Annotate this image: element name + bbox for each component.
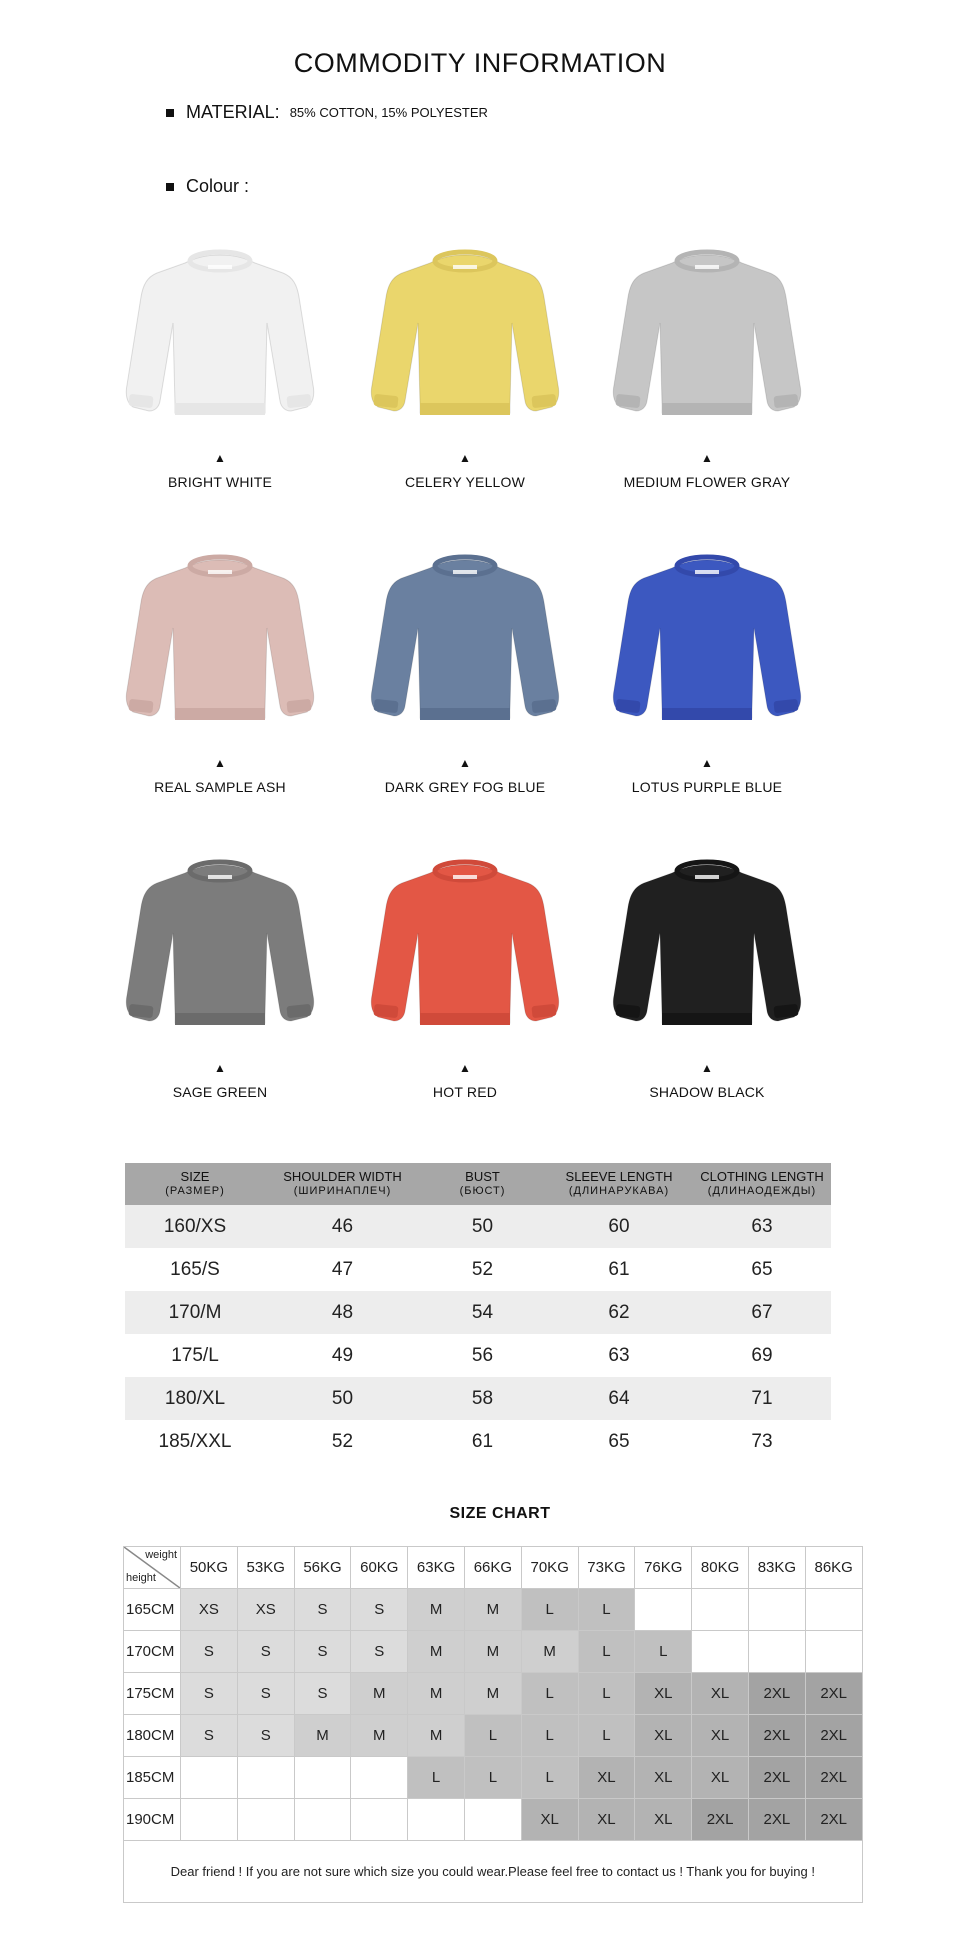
- colour-name: SHADOW BLACK: [649, 1084, 765, 1100]
- colour-name: BRIGHT WHITE: [167, 474, 273, 490]
- size-cell: M: [464, 1673, 521, 1715]
- table-cell: 65: [608, 1430, 630, 1452]
- sweatshirt-icon: [360, 535, 570, 745]
- size-cell: S: [294, 1673, 351, 1715]
- size-chart-row: [124, 1799, 863, 1841]
- table-cell: 52: [331, 1430, 354, 1452]
- size-cell: M: [408, 1673, 465, 1715]
- colour-name: REAL SAMPLE ASH: [154, 779, 286, 795]
- table-cell: 50: [420, 1205, 545, 1248]
- size-chart-table: [123, 1546, 863, 1903]
- arrow-up-icon: ▲: [701, 756, 713, 770]
- arrow-up-icon: ▲: [701, 1061, 713, 1075]
- table-cell: 160/XS: [125, 1205, 265, 1248]
- table-cell: 54: [420, 1291, 545, 1334]
- size-cell: [464, 1799, 521, 1841]
- column-header: [125, 1163, 265, 1205]
- colour-swatch[interactable]: [100, 230, 340, 490]
- size-cell: XL: [635, 1757, 692, 1799]
- colour-name: MEDIUM FLOWER GRAY: [623, 474, 791, 490]
- size-cell: S: [351, 1589, 408, 1631]
- sweatshirt-icon: [360, 230, 570, 440]
- size-cell: M: [521, 1631, 578, 1673]
- table-cell: 47: [331, 1258, 354, 1280]
- colour-name: SAGE GREEN: [172, 1084, 268, 1100]
- column-header-label: SIZE: [180, 1169, 210, 1184]
- arrow-up-icon: ▲: [214, 451, 226, 465]
- size-cell: [237, 1757, 294, 1799]
- arrow-up-icon: ▲: [459, 451, 471, 465]
- weight-header: 53KG: [237, 1547, 294, 1589]
- table-cell: 65: [751, 1258, 773, 1280]
- size-cell: [692, 1631, 749, 1673]
- colour-label: Colour :: [186, 176, 250, 196]
- weight-header: 63KG: [408, 1547, 465, 1589]
- size-cell: M: [464, 1631, 521, 1673]
- table-cell: 71: [693, 1377, 831, 1420]
- table-row: [125, 1291, 831, 1334]
- sweatshirt-icon: [115, 230, 325, 440]
- colour-swatch[interactable]: [587, 535, 827, 795]
- table-cell: 61: [471, 1430, 494, 1452]
- size-cell: XL: [692, 1673, 749, 1715]
- table-row: [125, 1248, 831, 1291]
- colour-name: LOTUS PURPLE BLUE: [631, 779, 783, 795]
- table-cell: 64: [545, 1377, 693, 1420]
- size-cell: [181, 1757, 238, 1799]
- colour-swatch[interactable]: [345, 535, 585, 795]
- weight-header: 66KG: [464, 1547, 521, 1589]
- size-cell: [294, 1757, 351, 1799]
- size-cell: S: [181, 1631, 238, 1673]
- size-cell: XL: [635, 1673, 692, 1715]
- weight-header: 76KG: [635, 1547, 692, 1589]
- size-cell: S: [237, 1631, 294, 1673]
- size-cell: XL: [578, 1799, 635, 1841]
- table-cell: 170/M: [125, 1291, 265, 1334]
- colour-swatch[interactable]: [587, 230, 827, 490]
- size-cell: XL: [692, 1715, 749, 1757]
- column-header-sublabel: (РАЗМЕР): [165, 1185, 225, 1197]
- column-header-sublabel: (ШИРИНАПЛЕЧ): [293, 1185, 392, 1197]
- corner-weight-label: weight: [145, 1549, 177, 1561]
- colour-swatch[interactable]: [587, 840, 827, 1100]
- sweatshirt-icon: [115, 535, 325, 745]
- size-cell: S: [237, 1673, 294, 1715]
- table-cell: 175/L: [171, 1344, 219, 1366]
- size-cell: M: [351, 1715, 408, 1757]
- table-row: [125, 1205, 831, 1248]
- table-cell: 56: [471, 1344, 494, 1366]
- arrow-up-icon: ▲: [214, 1061, 226, 1075]
- column-header-label: CLOTHING LENGTH: [700, 1169, 824, 1184]
- colour-swatch[interactable]: [100, 535, 340, 795]
- height-header: 190CM: [124, 1799, 181, 1841]
- weight-header: 56KG: [294, 1547, 351, 1589]
- table-cell: 58: [420, 1377, 545, 1420]
- arrow-up-icon: ▲: [459, 756, 471, 770]
- weight-header: 50KG: [181, 1547, 238, 1589]
- size-cell: L: [635, 1631, 692, 1673]
- column-header: [545, 1163, 693, 1205]
- size-cell: S: [237, 1715, 294, 1757]
- table-cell: 60: [545, 1205, 693, 1248]
- table-cell: 185/XXL: [158, 1430, 232, 1452]
- table-cell: 63: [608, 1344, 630, 1366]
- table-row: [125, 1334, 831, 1377]
- bullet-square-icon: [166, 183, 174, 191]
- size-cell: L: [464, 1715, 521, 1757]
- size-cell: 2XL: [748, 1715, 805, 1757]
- size-cell: 2XL: [748, 1757, 805, 1799]
- size-cell: [351, 1757, 408, 1799]
- size-cell: 2XL: [805, 1757, 862, 1799]
- table-cell: 180/XL: [125, 1377, 265, 1420]
- material-value: 85% COTTON, 15% POLYESTER: [289, 105, 488, 120]
- sweatshirt-icon: [360, 840, 570, 1050]
- column-header-label: SLEEVE LENGTH: [565, 1169, 673, 1184]
- weight-header: 83KG: [748, 1547, 805, 1589]
- size-chart-note-row: [124, 1841, 863, 1903]
- table-cell: 62: [545, 1291, 693, 1334]
- size-cell: L: [521, 1673, 578, 1715]
- chart-corner-cell: [124, 1547, 181, 1589]
- size-cell: XL: [521, 1799, 578, 1841]
- table-cell: 165/S: [170, 1258, 220, 1280]
- size-cell: L: [521, 1715, 578, 1757]
- size-cell: L: [578, 1673, 635, 1715]
- size-cell: [294, 1799, 351, 1841]
- material-label: MATERIAL:: [186, 102, 280, 122]
- size-cell: M: [464, 1589, 521, 1631]
- size-cell: [408, 1799, 465, 1841]
- column-header-sublabel: (ДЛИНАОДЕЖДЫ): [707, 1185, 817, 1197]
- material-row: [166, 102, 488, 123]
- size-cell: XL: [635, 1799, 692, 1841]
- size-cell: XL: [578, 1757, 635, 1799]
- table-cell: 49: [331, 1344, 354, 1366]
- arrow-up-icon: ▲: [214, 756, 226, 770]
- size-cell: L: [578, 1715, 635, 1757]
- height-header: 170CM: [124, 1631, 181, 1673]
- table-cell: 50: [265, 1377, 420, 1420]
- size-cell: M: [408, 1589, 465, 1631]
- size-cell: [748, 1631, 805, 1673]
- weight-header: 73KG: [578, 1547, 635, 1589]
- sweatshirt-icon: [602, 840, 812, 1050]
- colour-name: HOT RED: [432, 1084, 498, 1100]
- size-cell: 2XL: [805, 1715, 862, 1757]
- table-cell: 73: [751, 1430, 773, 1452]
- size-cell: S: [351, 1631, 408, 1673]
- table-row: [125, 1377, 831, 1420]
- colour-row: [166, 176, 249, 197]
- size-cell: L: [521, 1589, 578, 1631]
- size-cell: L: [521, 1757, 578, 1799]
- weight-header: 80KG: [692, 1547, 749, 1589]
- colour-name: CELERY YELLOW: [404, 474, 526, 490]
- size-cell: XL: [635, 1715, 692, 1757]
- sweatshirt-icon: [115, 840, 325, 1050]
- size-cell: M: [408, 1715, 465, 1757]
- table-cell: 46: [265, 1205, 420, 1248]
- size-chart-row: [124, 1757, 863, 1799]
- size-cell: [692, 1589, 749, 1631]
- height-header: 175CM: [124, 1673, 181, 1715]
- size-cell: XL: [692, 1757, 749, 1799]
- size-cell: XS: [181, 1589, 238, 1631]
- page-title: COMMODITY INFORMATION: [293, 48, 667, 78]
- height-header: 180CM: [124, 1715, 181, 1757]
- size-cell: S: [294, 1631, 351, 1673]
- table-cell: 67: [693, 1291, 831, 1334]
- column-header-sublabel: (БЮСТ): [459, 1185, 506, 1197]
- weight-header: 70KG: [521, 1547, 578, 1589]
- size-cell: L: [408, 1757, 465, 1799]
- size-chart-row: [124, 1715, 863, 1757]
- bullet-square-icon: [166, 109, 174, 117]
- height-header: 165CM: [124, 1589, 181, 1631]
- size-cell: [805, 1631, 862, 1673]
- size-cell: M: [294, 1715, 351, 1757]
- size-cell: L: [578, 1589, 635, 1631]
- size-cell: [181, 1799, 238, 1841]
- table-row: [125, 1420, 831, 1463]
- size-chart-title: SIZE CHART: [449, 1505, 551, 1522]
- size-cell: M: [408, 1631, 465, 1673]
- weight-header: 86KG: [805, 1547, 862, 1589]
- size-chart-note: Dear friend ! If you are not sure which size you could wear.Please feel free to contact us ! Thank you for buying !: [124, 1841, 863, 1903]
- arrow-up-icon: ▲: [701, 451, 713, 465]
- table-cell: 69: [751, 1344, 773, 1366]
- column-header: [265, 1163, 420, 1205]
- size-cell: 2XL: [748, 1673, 805, 1715]
- sweatshirt-icon: [602, 535, 812, 745]
- size-cell: [805, 1589, 862, 1631]
- size-cell: 2XL: [805, 1673, 862, 1715]
- measurement-table: [125, 1163, 831, 1463]
- size-cell: S: [294, 1589, 351, 1631]
- column-header-label: SHOULDER WIDTH: [283, 1169, 402, 1184]
- column-header: [420, 1163, 545, 1205]
- weight-header: 60KG: [351, 1547, 408, 1589]
- size-cell: 2XL: [805, 1799, 862, 1841]
- size-cell: L: [578, 1631, 635, 1673]
- size-cell: 2XL: [748, 1799, 805, 1841]
- colour-swatch[interactable]: [100, 840, 340, 1100]
- size-cell: [237, 1799, 294, 1841]
- colour-name: DARK GREY FOG BLUE: [384, 779, 546, 795]
- sweatshirt-icon: [602, 230, 812, 440]
- size-cell: XS: [237, 1589, 294, 1631]
- colour-swatch[interactable]: [345, 840, 585, 1100]
- table-cell: 61: [608, 1258, 630, 1280]
- size-cell: M: [351, 1673, 408, 1715]
- size-chart-row: [124, 1673, 863, 1715]
- size-cell: 2XL: [692, 1799, 749, 1841]
- size-cell: L: [464, 1757, 521, 1799]
- table-cell: 48: [265, 1291, 420, 1334]
- height-header: 185CM: [124, 1757, 181, 1799]
- size-cell: S: [181, 1715, 238, 1757]
- column-header-label: BUST: [465, 1169, 500, 1184]
- table-cell: 63: [693, 1205, 831, 1248]
- size-cell: [635, 1589, 692, 1631]
- column-header: [693, 1163, 831, 1205]
- size-chart-row: [124, 1589, 863, 1631]
- table-cell: 52: [471, 1258, 494, 1280]
- column-header-sublabel: (ДЛИНАРУКАВА): [568, 1185, 670, 1197]
- corner-height-label: height: [126, 1572, 156, 1584]
- size-chart-row: [124, 1631, 863, 1673]
- colour-swatch[interactable]: [345, 230, 585, 490]
- size-cell: [748, 1589, 805, 1631]
- arrow-up-icon: ▲: [459, 1061, 471, 1075]
- size-cell: S: [181, 1673, 238, 1715]
- size-cell: [351, 1799, 408, 1841]
